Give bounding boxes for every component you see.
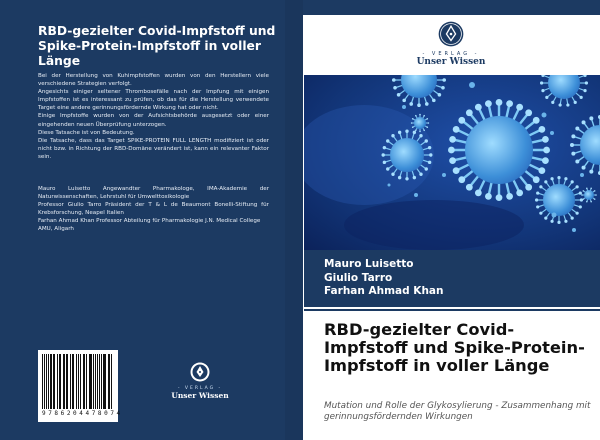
- author-name: Farhan Ahmad Khan: [324, 285, 444, 297]
- barcode-bar: [54, 354, 55, 409]
- pen-nib-logo-icon: [190, 362, 210, 382]
- barcode: [38, 350, 123, 422]
- spine: [285, 0, 303, 440]
- front-title: RBD-gezielter Covid-Impfstoff und Spike-Protein-Impfstoff in voller Länge: [324, 320, 585, 375]
- barcode-bar: [101, 354, 102, 409]
- top-band: [303, 0, 600, 15]
- divider: [304, 309, 600, 311]
- barcode-bar: [76, 354, 77, 409]
- virus-dot: [442, 173, 446, 177]
- front-verlag-label: - VERLAG -: [422, 51, 480, 57]
- barcode-bar: [95, 354, 96, 409]
- front-publisher-name: Unser Wissen: [416, 57, 486, 67]
- coronavirus-cover-image: [304, 75, 600, 250]
- barcode-bar: [63, 354, 64, 409]
- barcode-bar: [70, 354, 71, 409]
- back-title: RBD-gezielter Covid-Impfstoff und Spike-Protein-Impfstoff in voller Länge: [38, 24, 276, 68]
- front-publisher-logo: [401, 21, 501, 67]
- author-name: Mauro Luisetto: [324, 258, 414, 270]
- back-verlag-label: - VERLAG -: [177, 386, 223, 391]
- blurb-paragraph: Einige Impfstoffe wurden von der Aufsichtsbehörde ausgesetzt oder einer eingehenden neuen Überprüfung unterzogen.: [38, 113, 269, 128]
- bio-line: Mauro Luisetto Angewandter Pharmakologe, IMA-Akademie der Naturwissenschaften, Lehrstuhl für Umwelttoxikologie: [38, 186, 269, 201]
- virus-dot: [572, 228, 576, 232]
- back-publisher-name: Unser Wissen: [171, 391, 229, 400]
- virus-dot: [388, 184, 391, 187]
- back-blurb: [38, 72, 269, 161]
- barcode-bar: [90, 354, 91, 409]
- virus-dot: [414, 193, 418, 197]
- virus-dot: [552, 213, 557, 218]
- isbn-number: 9786204478074: [42, 410, 123, 417]
- back-publisher-logo: [170, 362, 230, 400]
- bio-line: AMU, Aligarh: [38, 226, 74, 233]
- blurb-paragraph: Angesichts einiger seltener Thrombosefälle nach der Impfung mit einigen Impfstoffen ist es interessant zu prüfen, ob das für die Herstellung verwendete Target eine andere gerinnungsfördernde Wirkung hat oder nicht.: [38, 89, 269, 112]
- virus-dot: [542, 113, 547, 118]
- front-subtitle: Mutation und Rolle der Glykosylierung - Zusammenhang mit gerinnungsfördernden Wirkungen: [324, 401, 591, 422]
- blurb-paragraph: Diese Tatsache ist von Bedeutung.: [38, 129, 135, 136]
- virus-dot: [550, 131, 554, 135]
- virus-dot: [469, 82, 475, 88]
- virus-dot: [402, 105, 406, 109]
- barcode-bar: [104, 354, 105, 409]
- barcode-bar: [44, 354, 45, 409]
- bio-line: Professor Giulio Tarro Präsident der T & L de Beaumont Bonelli-Stiftung für Krebsforschung, Neapel Italien: [38, 202, 269, 217]
- authors-block: [304, 250, 600, 307]
- blurb-paragraph: Bei der Herstellung von Kuhimpfstoffen wurden von den Herstellern viele verschiedene Strategien verfolgt.: [38, 73, 269, 88]
- barcode-bar: [60, 354, 61, 409]
- author-bios: [38, 185, 269, 234]
- blurb-paragraph: Die Tatsache, dass das Target SPIKE-PROTEIN FULL LENGTH modifiziert ist oder nicht bzw. in Richtung der RBD-Domäne verändert ist, kann ein relevanter Faktor sein.: [38, 137, 269, 160]
- barcode-bar: [111, 354, 112, 409]
- barcode-bar: [78, 354, 79, 409]
- virus-dot: [580, 173, 584, 177]
- front-cover: [303, 0, 600, 440]
- barcode-bar: [84, 354, 85, 409]
- bio-line: Farhan Ahmad Khan Professor Abteilung für Pharmakologie J.N. Medical College: [38, 218, 261, 225]
- barcode-bars: [42, 354, 114, 409]
- back-cover: [0, 0, 285, 440]
- pen-nib-logo-icon: [438, 21, 464, 47]
- author-name: Giulio Tarro: [324, 271, 393, 284]
- barcode-bar: [50, 354, 51, 409]
